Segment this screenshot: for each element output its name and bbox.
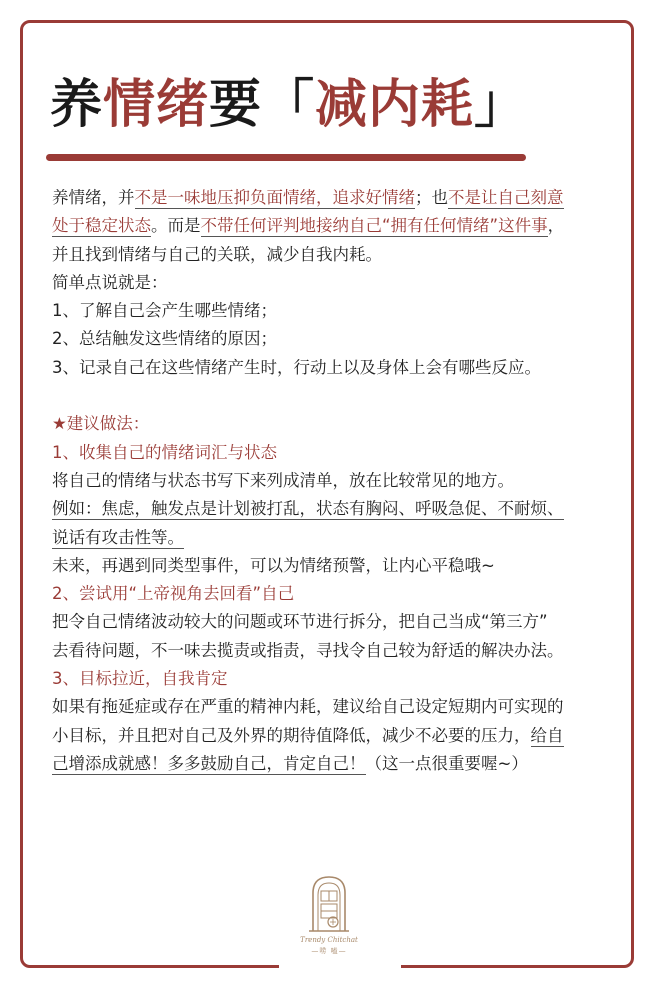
underlined-text: 给自: [530, 725, 564, 745]
section-1-line-1: 将自己的情绪与状态书写下来列成清单，放在比较常见的地方。: [52, 470, 514, 490]
section-2-line-1: 把令自己情绪波动较大的问题或环节进行拆分，把自己当成“第三方”: [52, 612, 548, 632]
intro-text: 养情绪，并: [52, 188, 135, 207]
highlight-text: 不带任何评判地接纳自己“拥有任何情绪”这件事: [200, 216, 548, 236]
section-3-line-1: 如果有拖延症或存在严重的精神内耗，建议给自己设定短期内可实现的: [52, 697, 564, 717]
section-1-line-3: [52, 524, 626, 552]
brand-logo: [289, 873, 369, 956]
title-part-2: 情绪: [103, 75, 210, 135]
section-3-line-2: [52, 722, 626, 750]
article-body: [52, 184, 626, 778]
underlined-text: 例如：焦虑，触发点是计划被打乱，状态有胸闷、呼吸急促、不耐烦、: [52, 499, 564, 519]
intro-text: 。而是: [151, 216, 201, 236]
intro-line-3: 并且找到情绪与自己的关联，减少自我内耗。: [52, 244, 382, 264]
intro-text: ；也: [415, 188, 448, 207]
title-part-4: 减内耗: [315, 75, 475, 135]
suggest-header: ★建议做法：: [52, 414, 150, 434]
section-1-line-4: 未来，再遇到同类型事件，可以为情绪预警，让内心平稳哦~: [52, 555, 495, 575]
intro-line-7: 3、记录自己在这些情绪产生时，行动上以及身体上会有哪些反应。: [52, 357, 541, 377]
section-1-title: 1、收集自己的情绪词汇与状态: [52, 442, 277, 462]
highlight-text: 处于稳定状态: [52, 216, 151, 236]
intro-text: ，: [547, 216, 565, 236]
body-text: 小目标，并且把对自己及外界的期待值降低，减少不必要的压力，: [52, 725, 531, 745]
spacer: [52, 382, 626, 410]
highlight-text: 不是一味地压抑负面情绪，追求好情绪: [134, 188, 415, 207]
title-part-3: 要「: [209, 75, 316, 135]
intro-line-1: [52, 184, 626, 212]
title-part-1: 养: [50, 75, 104, 135]
intro-line-2: [52, 212, 626, 240]
page-title: [50, 72, 527, 138]
body-text: （这一点很重要喔~）: [365, 753, 528, 773]
logo-english-text: Trendy Chitchat: [300, 936, 358, 944]
section-2-title: 2、尝试用“上帝视角去回看”自己: [52, 584, 295, 604]
logo-emblem-icon: [307, 873, 351, 935]
frame-gap: [279, 962, 401, 972]
underlined-text: 说话有攻击性等。: [52, 527, 184, 547]
intro-line-5: 1、了解自己会产生哪些情绪；: [52, 301, 277, 321]
logo-chinese-text: —唠 嗑—: [311, 947, 347, 955]
highlight-text: 不是让自己刻意: [448, 188, 564, 207]
section-2-line-2: 去看待问题，不一味去揽责或指责，寻找令自己较为舒适的解决办法。: [52, 640, 564, 660]
section-3-title: 3、目标拉近，自我肯定: [52, 669, 228, 689]
intro-line-4: 简单点说就是：: [52, 272, 168, 292]
underlined-text: 己增添成就感！多多鼓励自己，肯定自己！: [52, 753, 366, 773]
intro-line-6: 2、总结触发这些情绪的原因；: [52, 329, 277, 349]
title-underline: [46, 154, 526, 161]
section-3-line-3: [52, 750, 626, 778]
title-part-5: 」: [474, 75, 528, 135]
section-1-line-2: [52, 495, 626, 523]
